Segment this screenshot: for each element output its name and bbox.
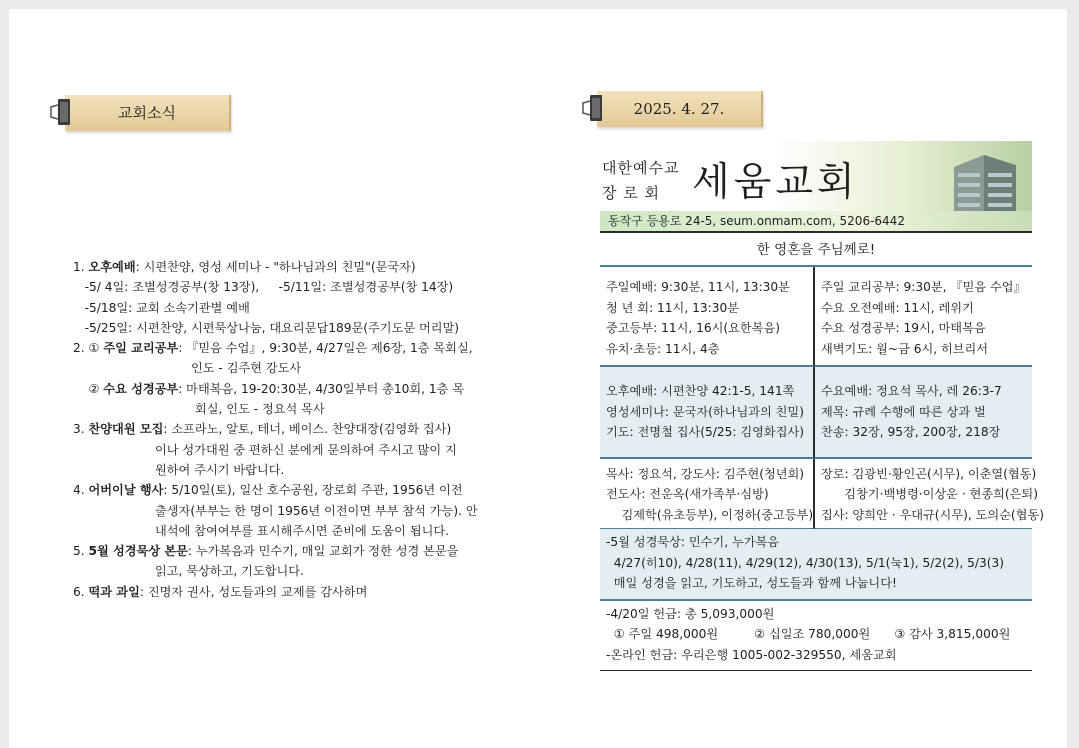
church-news-title: 교회소식 bbox=[118, 104, 176, 122]
bible-reading-section bbox=[600, 529, 1032, 601]
offering-total: -4/20일 헌금: 총 5,093,000원 bbox=[606, 606, 775, 621]
schedule-left-line: 중고등부: 11시, 16시(요한복음) bbox=[606, 321, 780, 335]
staff-left-line: 전도사: 전운옥(새가족부·심방) bbox=[606, 487, 769, 501]
offering-breakdown bbox=[606, 624, 1026, 645]
news-line: 회실, 인도 - 정요석 목사 bbox=[195, 402, 325, 417]
church-logo-banner bbox=[600, 141, 1032, 231]
news-line: 5. 5월 성경묵상 본문: 누가복음과 민수기, 매일 교회가 정한 성경 본문을 bbox=[73, 544, 459, 559]
schedule-grid bbox=[600, 267, 1044, 529]
schedule-right-line: 새벽기도: 월~금 6시, 히브리서 bbox=[821, 341, 989, 356]
schedule-right-line: 주일 교리공부: 9:30분, 『믿음 수업』 bbox=[821, 280, 1026, 294]
news-line: -5/18일: 교회 소속기관별 예배 bbox=[73, 300, 250, 315]
news-line: 2. ① 주일 교리공부: 『믿음 수업』, 9:30분, 4/27일은 제6장, 1층 목회실, bbox=[73, 341, 473, 356]
staff-right-line: 집사: 양희안 · 우대규(시무), 도의순(협동) bbox=[821, 507, 1044, 522]
worship-right-line: 수요예배: 정요석 목사, 레 26:3-7 bbox=[821, 384, 1002, 398]
bible-reading-line: 4/27(히10), 4/28(11), 4/29(12), 4/30(13), 5/1(눅1), 5/2(2), 5/3(3) bbox=[606, 555, 1004, 570]
news-line: 3. 찬양대원 모집: 소프라노, 알토, 테너, 베이스. 찬양대장(김영화 집사) bbox=[73, 422, 452, 437]
offering-thanks: ③ 감사 3,815,000원 bbox=[894, 627, 1011, 641]
online-offering: -온라인 헌금: 우리은행 1005-002-329550, 세움교회 bbox=[606, 647, 897, 662]
staff-left bbox=[600, 459, 815, 530]
news-line: 인도 - 김주현 강도사 bbox=[191, 361, 302, 376]
staff-right-line: 장로: 김광빈·황인곤(시무), 이춘열(협동) bbox=[821, 466, 1037, 481]
news-line: 원하여 주시기 바랍니다. bbox=[155, 462, 285, 477]
worship-left-line: 오후예배: 시편찬양 42:1-5, 141쪽 bbox=[606, 384, 795, 398]
schedule-right-line: 수요 오전예배: 11시, 레위기 bbox=[821, 300, 974, 315]
schedule-right bbox=[815, 267, 1032, 367]
church-news-label bbox=[65, 95, 231, 131]
news-line: 6. 떡과 과일: 진명자 권사, 성도들과의 교제를 감사하며 bbox=[73, 584, 368, 599]
staff-right bbox=[815, 459, 1044, 530]
news-line: 내석에 참여여부를 표시해주시면 준비에 도움이 됩니다. bbox=[155, 523, 450, 538]
worship-right-line: 제목: 규례 수행에 따른 상과 벌 bbox=[821, 404, 986, 419]
news-line: 이나 성가대원 중 편하신 분에게 문의하여 주시고 많이 지 bbox=[155, 442, 457, 457]
worship-right-line: 찬송: 32장, 95장, 200장, 218장 bbox=[821, 425, 1001, 439]
news-line: -5/ 4일: 조별성경공부(창 13장), -5/11일: 조별성경공부(창 14장) bbox=[73, 280, 454, 295]
offering-tithe: ② 십일조 780,000원 bbox=[754, 627, 871, 641]
church-slogan: 한 영혼을 주님께로! bbox=[600, 231, 1032, 267]
schedule-left-line: 주일예배: 9:30분, 11시, 13:30분 bbox=[606, 280, 790, 294]
staff-left-line: 목사: 정요석, 강도사: 김주현(청년회) bbox=[606, 466, 805, 481]
news-list bbox=[73, 257, 493, 602]
news-line: -5/25일: 시편찬양, 시편묵상나눔, 대요리문답189문(주기도문 머리말) bbox=[73, 320, 460, 335]
worship-left-line: 영성세미나: 문국자(하나님과의 친밀) bbox=[606, 404, 804, 419]
worship-left-line: 기도: 전명철 집사(5/25: 김영화집사) bbox=[606, 425, 804, 439]
church-info-panel bbox=[600, 141, 1044, 671]
staff-right-line: 김창기·백병령·이상운 · 현종희(은퇴) bbox=[821, 487, 1038, 501]
worship-left bbox=[600, 367, 815, 459]
denomination-line2: 장 로 회 bbox=[602, 184, 661, 202]
schedule-left-line: 유치·초등: 11시, 4층 bbox=[606, 341, 720, 356]
bible-reading-line: 매일 성경을 읽고, 기도하고, 성도들과 함께 나눕니다! bbox=[606, 576, 897, 590]
news-line: 4. 어버이날 행사: 5/10일(토), 일산 호수공원, 장로회 주관, 1956년 이전 bbox=[73, 483, 463, 498]
denomination-line1: 대한예수교 bbox=[602, 159, 680, 177]
staff-left-line: 김제학(유초등부), 이정하(중고등부) bbox=[606, 507, 814, 522]
news-line: 1. 오후예배: 시편찬양, 영성 세미나 - "하나님과의 친밀"(문국자) bbox=[73, 260, 416, 274]
church-address: 동작구 등용로 24-5, seum.onmam.com, 5206-6442 bbox=[600, 211, 1032, 231]
offering-sunday: ① 주일 498,000원 bbox=[613, 627, 719, 641]
denomination bbox=[602, 156, 679, 206]
church-name: 세움교회 bbox=[692, 160, 859, 205]
offering-section bbox=[600, 601, 1032, 672]
schedule-left bbox=[600, 267, 815, 367]
news-line: 읽고, 묵상하고, 기도합니다. bbox=[155, 564, 304, 579]
schedule-right-line: 수요 성경공부: 19시, 마태복음 bbox=[821, 321, 986, 335]
news-line: ② 수요 성경공부: 마태복음, 19-20:30분, 4/30일부터 총10회, 1층 목 bbox=[73, 381, 465, 396]
bulletin-page bbox=[9, 9, 1067, 748]
bulletin-date: 2025. 4. 27. bbox=[633, 100, 725, 118]
bible-reading-line: -5월 성경묵상: 민수기, 누가복음 bbox=[606, 535, 780, 549]
worship-right bbox=[815, 367, 1032, 459]
date-label bbox=[597, 91, 763, 127]
schedule-left-line: 청 년 회: 11시, 13:30분 bbox=[606, 300, 739, 315]
news-line: 출생자(부부는 한 명이 1956년 이전이면 부부 참석 가능). 안 bbox=[155, 503, 478, 518]
